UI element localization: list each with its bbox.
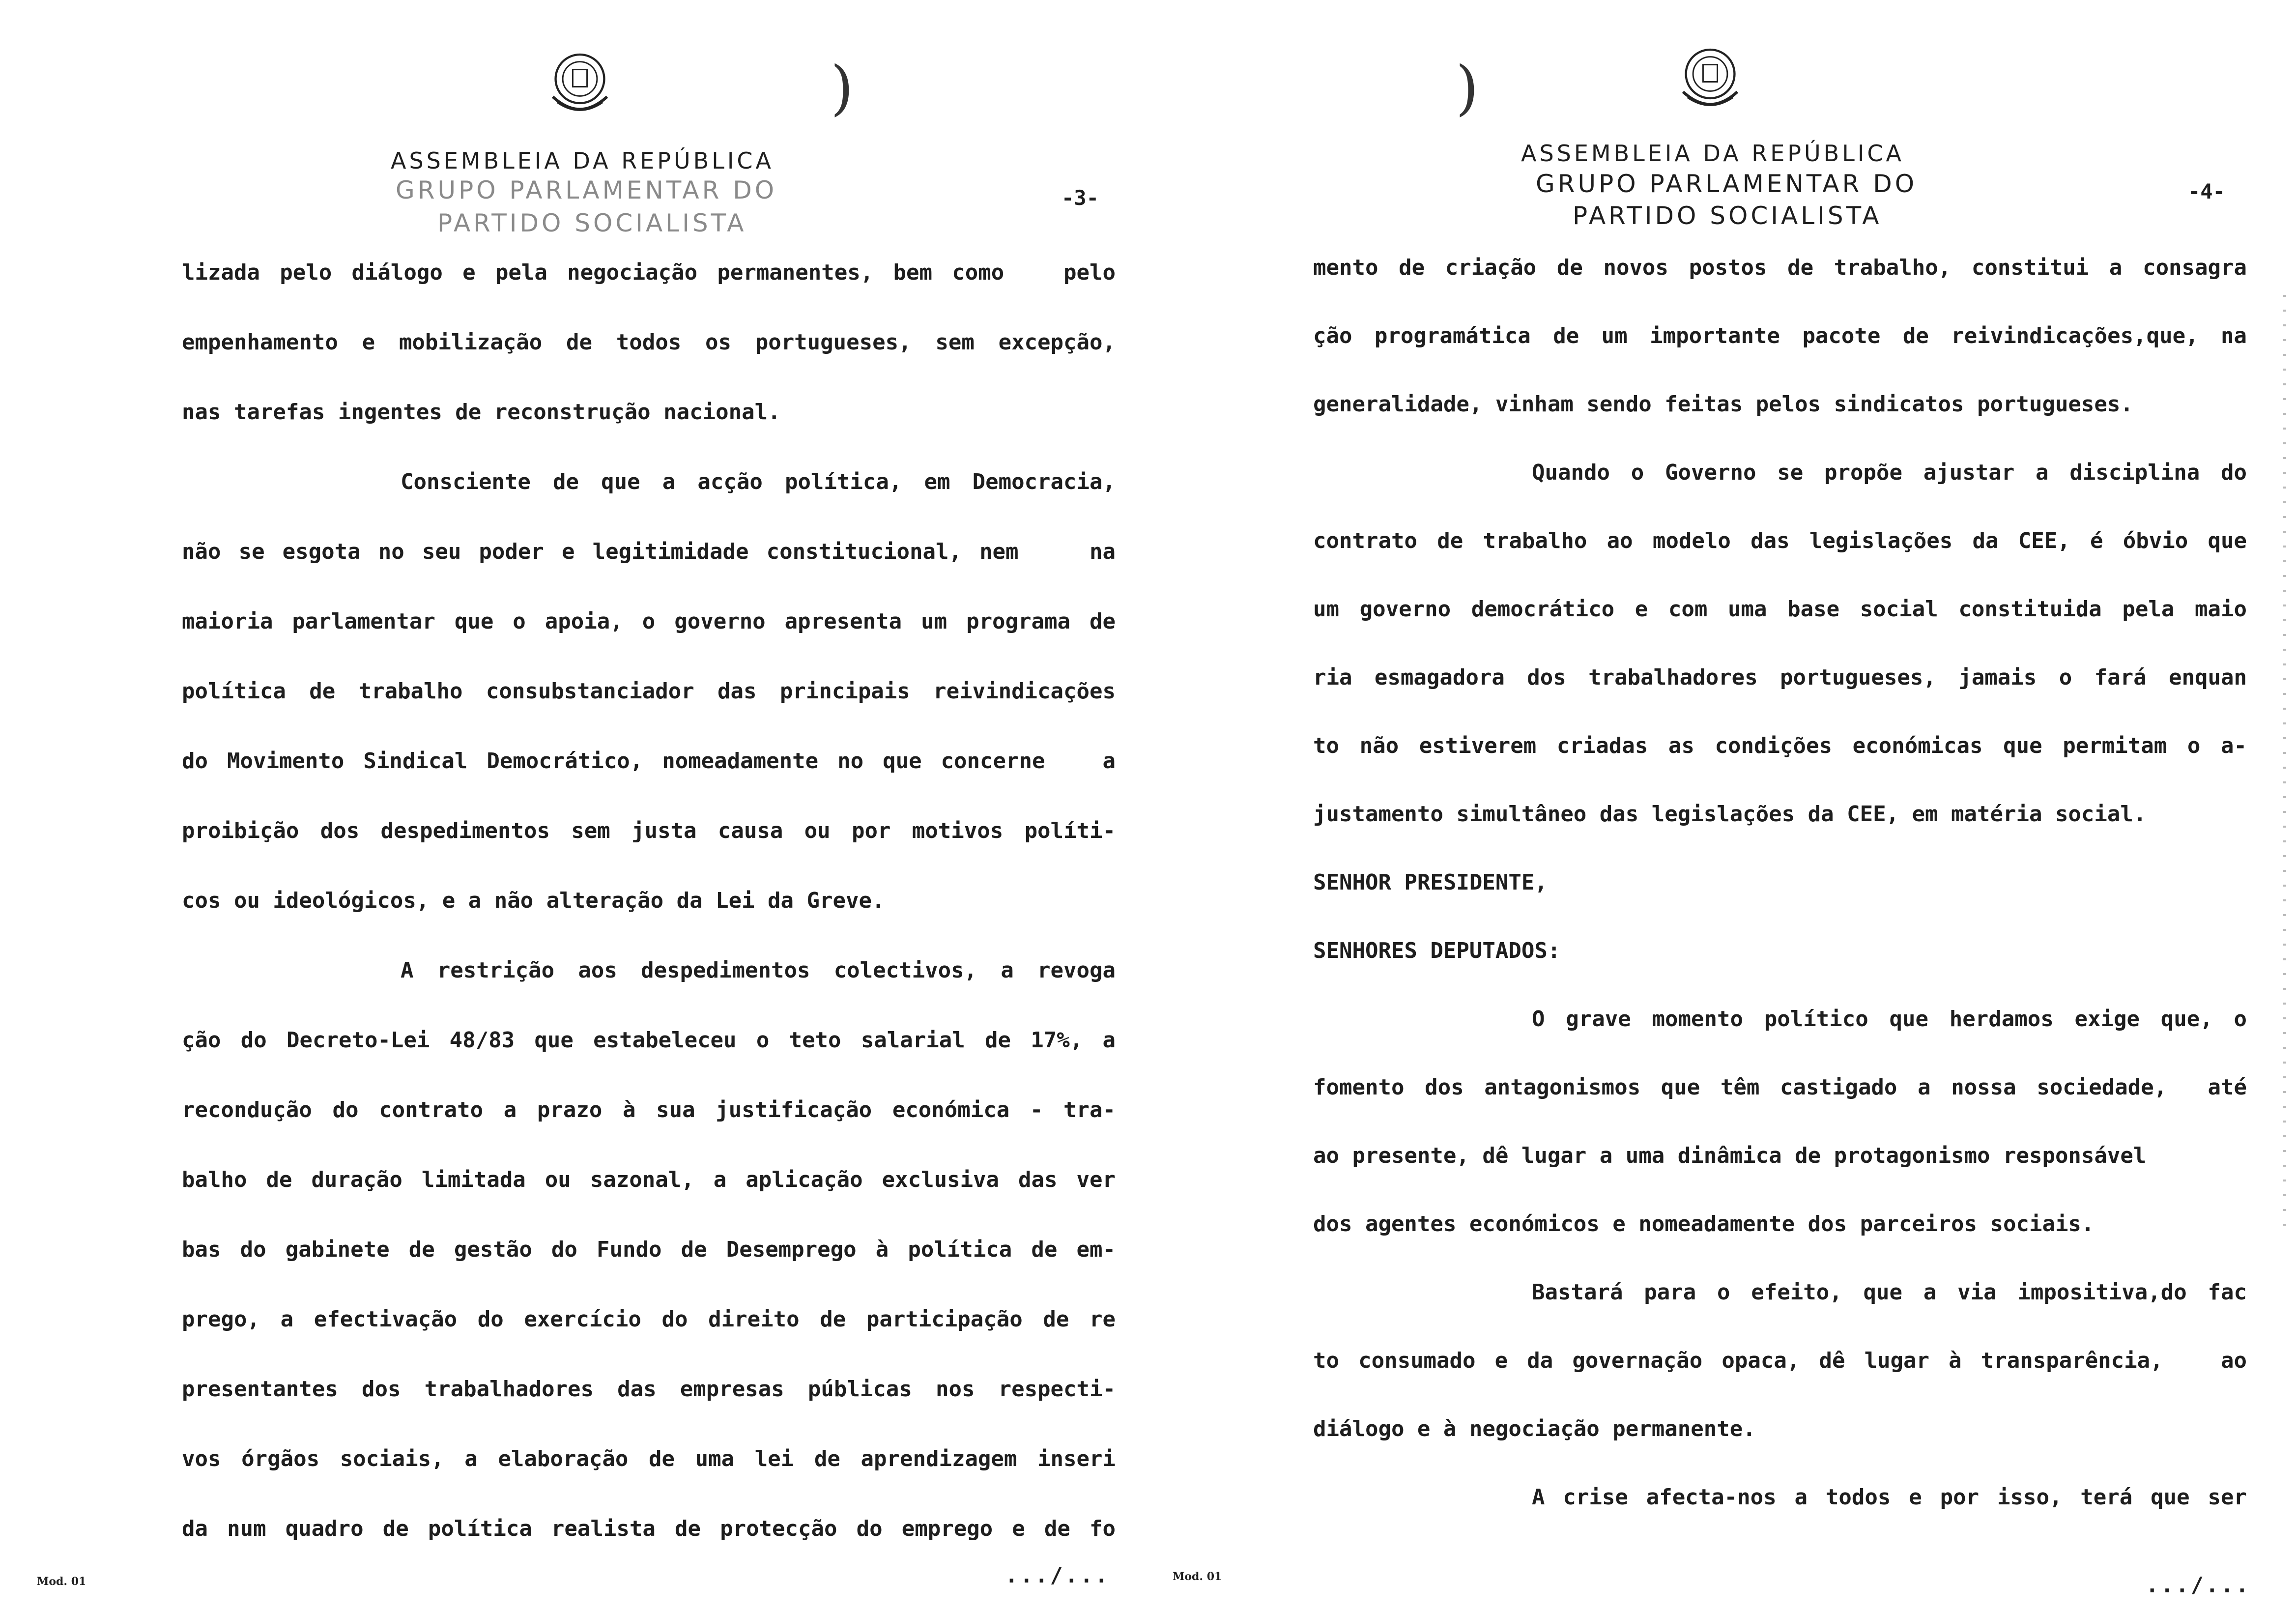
body-text bbox=[182, 238, 1116, 1564]
text-line: Quando o Governo se propõe ajustar a disciplina do bbox=[1532, 460, 2247, 485]
header-group: GRUPO PARLAMENTAR DO bbox=[1536, 170, 1918, 198]
text-line: cos ou ideológicos, e a não alteração da Lei da Greve. bbox=[182, 888, 885, 913]
text-line: balho de duração limitada ou sazonal, a aplicação exclusiva das ver bbox=[182, 1167, 1116, 1192]
text-line: lizada pelo diálogo e pela negociação permanentes, bem como pelo bbox=[182, 260, 1116, 285]
text-line: mento de criação de novos postos de trabalho, constitui a consagra bbox=[1313, 255, 2247, 280]
text-line: Bastará para o efeito, que a via impositiva,do fac bbox=[1532, 1280, 2247, 1305]
text-line: não se esgota no seu poder e legitimidade constitucional, nem na bbox=[182, 539, 1116, 564]
margin-mark: ) bbox=[831, 54, 854, 122]
text-line: um governo democrático e com uma base social constituida pela maio bbox=[1313, 597, 2247, 622]
text-line: contrato de trabalho ao modelo das legislações da CEE, é óbvio que bbox=[1313, 528, 2247, 553]
continued-mark: .../... bbox=[1005, 1563, 1110, 1588]
form-code: Mod. 01 bbox=[37, 1575, 86, 1588]
text-line: ao presente, dê lugar a uma dinâmica de protagonismo responsável bbox=[1313, 1143, 2147, 1168]
margin-mark: ) bbox=[1456, 54, 1479, 122]
text-line: fomento dos antagonismos que têm castigado a nossa sociedade, até bbox=[1313, 1075, 2247, 1100]
text-line: da num quadro de política realista de protecção do emprego e de fo bbox=[182, 1516, 1116, 1541]
header-group: GRUPO PARLAMENTAR DO bbox=[396, 176, 777, 204]
text-line: bas do gabinete de gestão do Fundo de Desemprego à política de em- bbox=[182, 1237, 1116, 1262]
document-page-4 bbox=[1148, 0, 2296, 1612]
coat-of-arms-seal bbox=[1673, 42, 1747, 120]
text-line: dos agentes económicos e nomeadamente dos parceiros sociais. bbox=[1313, 1211, 2095, 1237]
text-line: Consciente de que a acção política, em Democracia, bbox=[401, 469, 1116, 494]
text-line: empenhamento e mobilização de todos os portugueses, sem excepção, bbox=[182, 330, 1116, 355]
continued-mark: .../... bbox=[2146, 1573, 2251, 1598]
salutation-line: SENHOR PRESIDENTE, bbox=[1313, 870, 1548, 895]
text-line: vos órgãos sociais, a elaboração de uma lei de aprendizagem inseri bbox=[182, 1446, 1116, 1471]
salutation-line: SENHORES DEPUTADOS: bbox=[1313, 938, 1561, 963]
form-code: Mod. 01 bbox=[1173, 1570, 1222, 1583]
text-line: to consumado e da governação opaca, dê lugar à transparência, ao bbox=[1313, 1348, 2247, 1373]
text-line: nas tarefas ingentes de reconstrução nacional. bbox=[182, 400, 781, 425]
text-line: A restrição aos despedimentos colectivos, a revoga bbox=[401, 958, 1116, 983]
text-line: generalidade, vinham sendo feitas pelos sindicatos portugueses. bbox=[1313, 392, 2133, 417]
body-text bbox=[1313, 233, 2247, 1531]
text-line: política de trabalho consubstanciador das principais reivindicações bbox=[182, 679, 1116, 704]
header-party: PARTIDO SOCIALISTA bbox=[437, 209, 747, 237]
page-number: -4- bbox=[2188, 179, 2225, 203]
text-line: maioria parlamentar que o apoia, o governo apresenta um programa de bbox=[182, 609, 1116, 634]
text-line: do Movimento Sindical Democrático, nomeadamente no que concerne a bbox=[182, 748, 1116, 774]
coat-of-arms-seal bbox=[543, 47, 617, 125]
text-line: ção programática de um importante pacote de reivindicações,que, na bbox=[1313, 323, 2247, 348]
text-line: recondução do contrato a prazo à sua justificação económica - tra- bbox=[182, 1097, 1116, 1123]
text-line: A crise afecta-nos a todos e por isso, terá que ser bbox=[1532, 1485, 2247, 1510]
text-line: proibição dos despedimentos sem justa causa ou por motivos políti- bbox=[182, 818, 1116, 843]
text-line: to não estiverem criadas as condições económicas que permitam o a- bbox=[1313, 733, 2247, 758]
text-line: ção do Decreto-Lei 48/83 que estabeleceu o teto salarial de 17%, a bbox=[182, 1028, 1116, 1053]
header-assembly: ASSEMBLEIA DA REPÚBLICA bbox=[1521, 140, 1905, 167]
text-line: ria esmagadora dos trabalhadores portugueses, jamais o fará enquan bbox=[1313, 665, 2247, 690]
text-line: justamento simultâneo das legislações da CEE, em matéria social. bbox=[1313, 802, 2147, 827]
header-party: PARTIDO SOCIALISTA bbox=[1573, 202, 1882, 230]
scan-edge-marks bbox=[2283, 295, 2286, 1229]
text-line: presentantes dos trabalhadores das empresas públicas nos respecti- bbox=[182, 1377, 1116, 1402]
header-assembly: ASSEMBLEIA DA REPÚBLICA bbox=[391, 147, 775, 174]
text-line: O grave momento político que herdamos exige que, o bbox=[1532, 1007, 2247, 1032]
page-number: -3- bbox=[1062, 186, 1099, 210]
text-line: prego, a efectivação do exercício do direito de participação de re bbox=[182, 1307, 1116, 1332]
text-line: diálogo e à negociação permanente. bbox=[1313, 1416, 1756, 1441]
